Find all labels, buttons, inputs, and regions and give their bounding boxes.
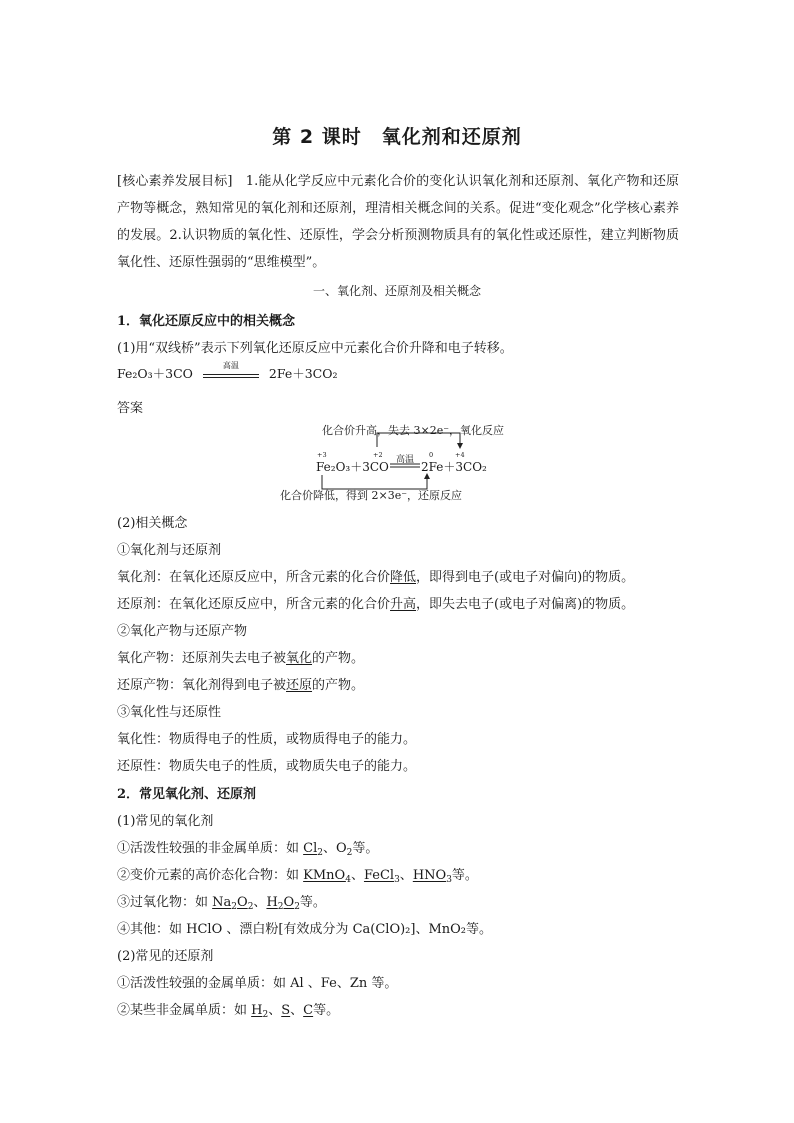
reduction-product-definition: 还原产物：氧化剂得到电子被还原的产物。: [117, 678, 365, 693]
question-2: (2)相关概念: [117, 516, 188, 531]
question-1: (1)用“双线桥”表示下列氧化还原反应中元素化合价升降和电子转移。: [117, 341, 513, 356]
concept-1-title: ①氧化剂与还原剂: [117, 543, 222, 558]
oxidation-product-definition: 氧化产物：还原剂失去电子被氧化的产物。: [117, 651, 365, 666]
concept-3-title: ③氧化性与还原性: [117, 705, 222, 720]
oxidant-definition: 氧化剂：在氧化还原反应中，所含元素的化合价降低，即得到电子(或电子对偏向)的物质。: [117, 570, 635, 585]
answer-label: 答案: [117, 401, 144, 416]
double-bridge-diagram: [270, 419, 530, 504]
reductants-title: (2)常见的还原剂: [117, 949, 214, 964]
diagram-formula-right: 2Fe＋3CO₂: [421, 460, 487, 474]
diagram-formula-left: Fe₂O₃＋3CO: [316, 460, 389, 474]
reaction-equation: [117, 360, 338, 382]
subheading-common-agents: 2．常见氧化剂、还原剂: [117, 787, 257, 802]
oxidant-item-1: ①活泼性较强的非金属单质：如 $Cl_2$、$O_2$等。: [117, 841, 379, 858]
valence-fe-left: +3: [317, 451, 327, 459]
oxidant-item-4: ④其他：如 HClO 、漂白粉[有效成分为 Ca(ClO)₂]、MnO₂等。: [117, 922, 493, 937]
reducing-definition: 还原性：物质失电子的性质，或物质失电子的能力。: [117, 759, 417, 774]
oxidants-title: (1)常见的氧化剂: [117, 814, 214, 829]
oxidizing-definition: 氧化性：物质得电子的性质，或物质得电子的能力。: [117, 732, 417, 747]
oxidant-item-3: ③过氧化物：如 $Na_2O_2$、$H_2O_2$等。: [117, 895, 326, 912]
valence-c-left: +2: [373, 451, 383, 459]
reductant-item-2: ②某些非金属单质：如 $H_2$、S、C等。: [117, 1003, 340, 1020]
equilibrium-sign: [203, 360, 259, 382]
equation-condition: 高温: [222, 360, 239, 370]
reductant-item-1: ①活泼性较强的金属单质：如 Al 、Fe、Zn 等。: [117, 976, 398, 991]
goals-tag: [核心素养发展目标]: [117, 174, 233, 189]
goals-text: 1.能从化学反应中元素化合价的变化认识氧化剂和还原剂、氧化产物和还原产物等概念，熟知常见的氧化剂和还原剂，理清相关概念间的关系。促进“变化观念”化学核心素养的发展。2.认识物质的氧化性、还原性，学会分析预测物质具有的氧化性或还原性，建立判断物质氧化性、还原性强弱的“思维模型”。: [117, 174, 679, 270]
concept-2-title: ②氧化产物与还原产物: [117, 624, 248, 639]
reductant-definition: 还原剂：在氧化还原反应中，所含元素的化合价升高，即失去电子(或电子对偏离)的物质。: [117, 597, 635, 612]
valence-fe-right: 0: [429, 451, 434, 459]
bottom-bridge-label: 化合价降低，得到 2×3e⁻，还原反应: [280, 489, 463, 502]
top-bridge-label: 化合价升高，失去 3×2e⁻，氧化反应: [322, 424, 505, 437]
learning-goals: [117, 168, 679, 276]
section-heading-1: 一、氧化剂、还原剂及相关概念: [312, 284, 481, 298]
diagram-condition: 高温: [396, 455, 415, 465]
valence-c-right: +4: [455, 451, 465, 459]
equation-left: Fe₂O₃＋3CO: [117, 366, 193, 381]
equation-right: 2Fe＋3CO₂: [268, 366, 338, 381]
subheading-concepts: 1．氧化还原反应中的相关概念: [117, 314, 296, 329]
page-title: 第 2 课时 氧化剂和还原剂: [272, 126, 522, 148]
oxidant-item-2: ②变价元素的高价态化合物：如 KMnO$_4$、FeCl$_3$、$HNO_3$等。: [117, 868, 478, 885]
